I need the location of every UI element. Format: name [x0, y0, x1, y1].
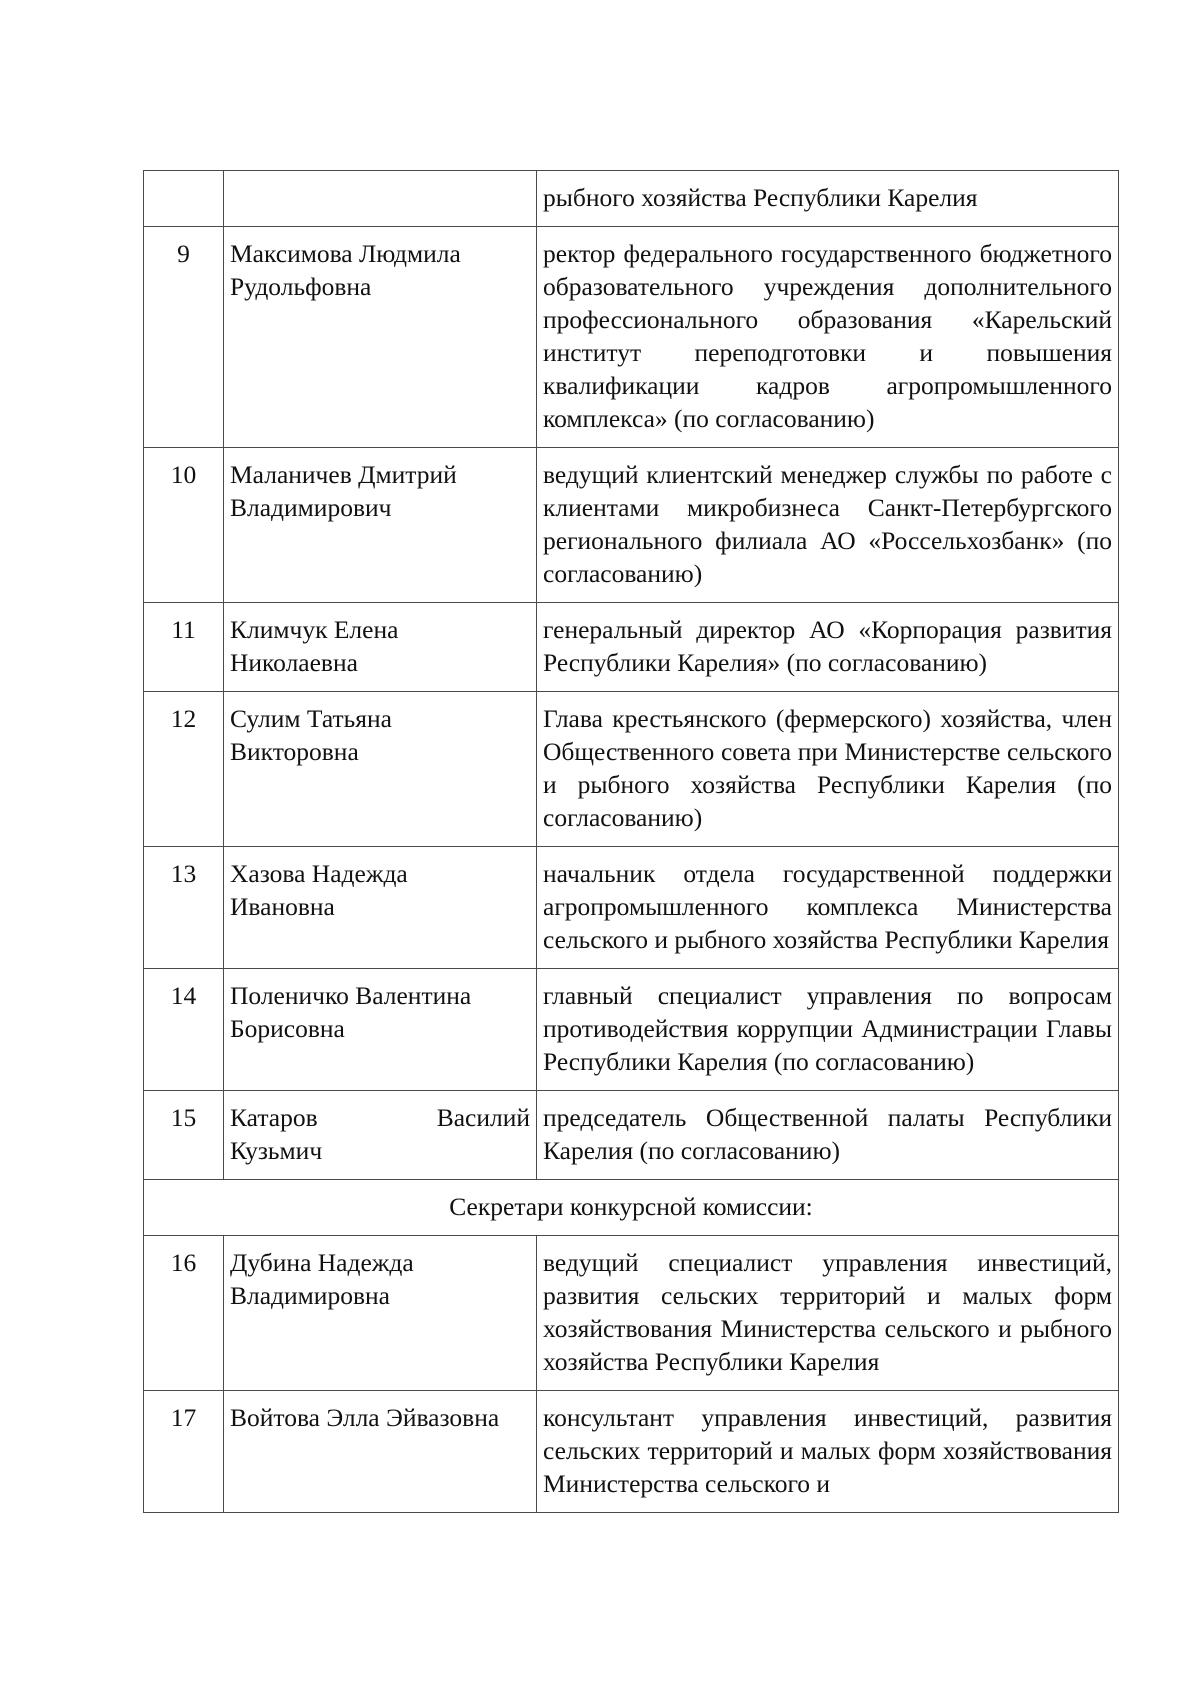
- row-number: [144, 171, 224, 227]
- member-surname: Катаров: [230, 1103, 318, 1132]
- table-row: [144, 448, 1119, 603]
- row-number: 11: [144, 603, 224, 692]
- member-name: [224, 171, 537, 227]
- member-position: ректор федерального государственного бюджетного образовательного учреждения дополнительного профессионального образования «Карельский институт переподготовки и повышения квалификации кадров агропромышленного комплекса» (по согласованию): [537, 227, 1119, 448]
- member-name-line2: Рудольфовна: [230, 272, 372, 301]
- table-row: [144, 227, 1119, 448]
- member-name: [224, 969, 537, 1091]
- table-row: [144, 1391, 1119, 1513]
- member-name-line1: Войтова Элла Эйвазовна: [230, 1403, 500, 1432]
- table-row: [144, 603, 1119, 692]
- member-name-line2: Владимировна: [230, 1281, 390, 1310]
- member-name: [224, 847, 537, 969]
- table-row: [144, 1236, 1119, 1391]
- commission-members-table: [143, 170, 1119, 1513]
- member-name-line1: Дубина Надежда: [230, 1248, 414, 1277]
- member-name: [224, 227, 537, 448]
- row-number: 10: [144, 448, 224, 603]
- member-patronymic: Кузьмич: [230, 1136, 323, 1165]
- table-row: [144, 692, 1119, 847]
- table-row-continuation: [144, 171, 1119, 227]
- member-position: ведущий специалист управления инвестиций, развития сельских территорий и малых форм хозяйствования Министерства сельского и рыбного хозяйства Республики Карелия: [537, 1236, 1119, 1391]
- table-row: [144, 969, 1119, 1091]
- table-row: [144, 1091, 1119, 1180]
- row-number: 16: [144, 1236, 224, 1391]
- member-name-line1: Максимова Людмила: [230, 239, 461, 268]
- row-number: 17: [144, 1391, 224, 1513]
- member-name-line2: Владимирович: [230, 493, 392, 522]
- member-name: [224, 1091, 537, 1180]
- member-name: [224, 1391, 537, 1513]
- row-number: 15: [144, 1091, 224, 1180]
- section-heading: Секретари конкурсной комиссии:: [144, 1180, 1119, 1236]
- member-name-line2: Николаевна: [230, 648, 358, 677]
- member-position: генеральный директор АО «Корпорация развития Республики Карелия» (по согласованию): [537, 603, 1119, 692]
- member-name-line1: Климчук Елена: [230, 615, 399, 644]
- member-position: Глава крестьянского (фермерского) хозяйства, член Общественного совета при Министерстве сельского и рыбного хозяйства Республики Карелия (по согласованию): [537, 692, 1119, 847]
- member-position: начальник отдела государственной поддержки агропромышленного комплекса Министерства сельского и рыбного хозяйства Республики Карелия: [537, 847, 1119, 969]
- row-number: 12: [144, 692, 224, 847]
- member-name-line1: Маланичев Дмитрий: [230, 460, 457, 489]
- member-name-line1: Хазова Надежда: [230, 859, 408, 888]
- member-name: [224, 1236, 537, 1391]
- member-name: [224, 603, 537, 692]
- member-name-line1: Поленичко Валентина: [230, 981, 472, 1010]
- member-name-line2: Борисовна: [230, 1014, 345, 1043]
- member-position: консультант управления инвестиций, развития сельских территорий и малых форм хозяйствования Министерства сельского и: [537, 1391, 1119, 1513]
- member-position: главный специалист управления по вопросам противодействия коррупции Администрации Главы Республики Карелия (по согласованию): [537, 969, 1119, 1091]
- row-number: 14: [144, 969, 224, 1091]
- row-number: 13: [144, 847, 224, 969]
- member-name: [224, 692, 537, 847]
- section-heading-row: [144, 1180, 1119, 1236]
- table-row: [144, 847, 1119, 969]
- member-name-line2: Ивановна: [230, 892, 335, 921]
- member-position: председатель Общественной палаты Республики Карелия (по согласованию): [537, 1091, 1119, 1180]
- member-name: [224, 448, 537, 603]
- member-name-line1: Сулим Татьяна: [230, 704, 392, 733]
- member-position: ведущий клиентский менеджер службы по работе с клиентами микробизнеса Санкт-Петербургского регионального филиала АО «Россельхозбанк» (по согласованию): [537, 448, 1119, 603]
- member-name-line2: Викторовна: [230, 737, 359, 766]
- member-position: рыбного хозяйства Республики Карелия: [537, 171, 1119, 227]
- member-given-name: Василий: [436, 1103, 530, 1132]
- member-name-line1: [230, 1101, 530, 1134]
- row-number: 9: [144, 227, 224, 448]
